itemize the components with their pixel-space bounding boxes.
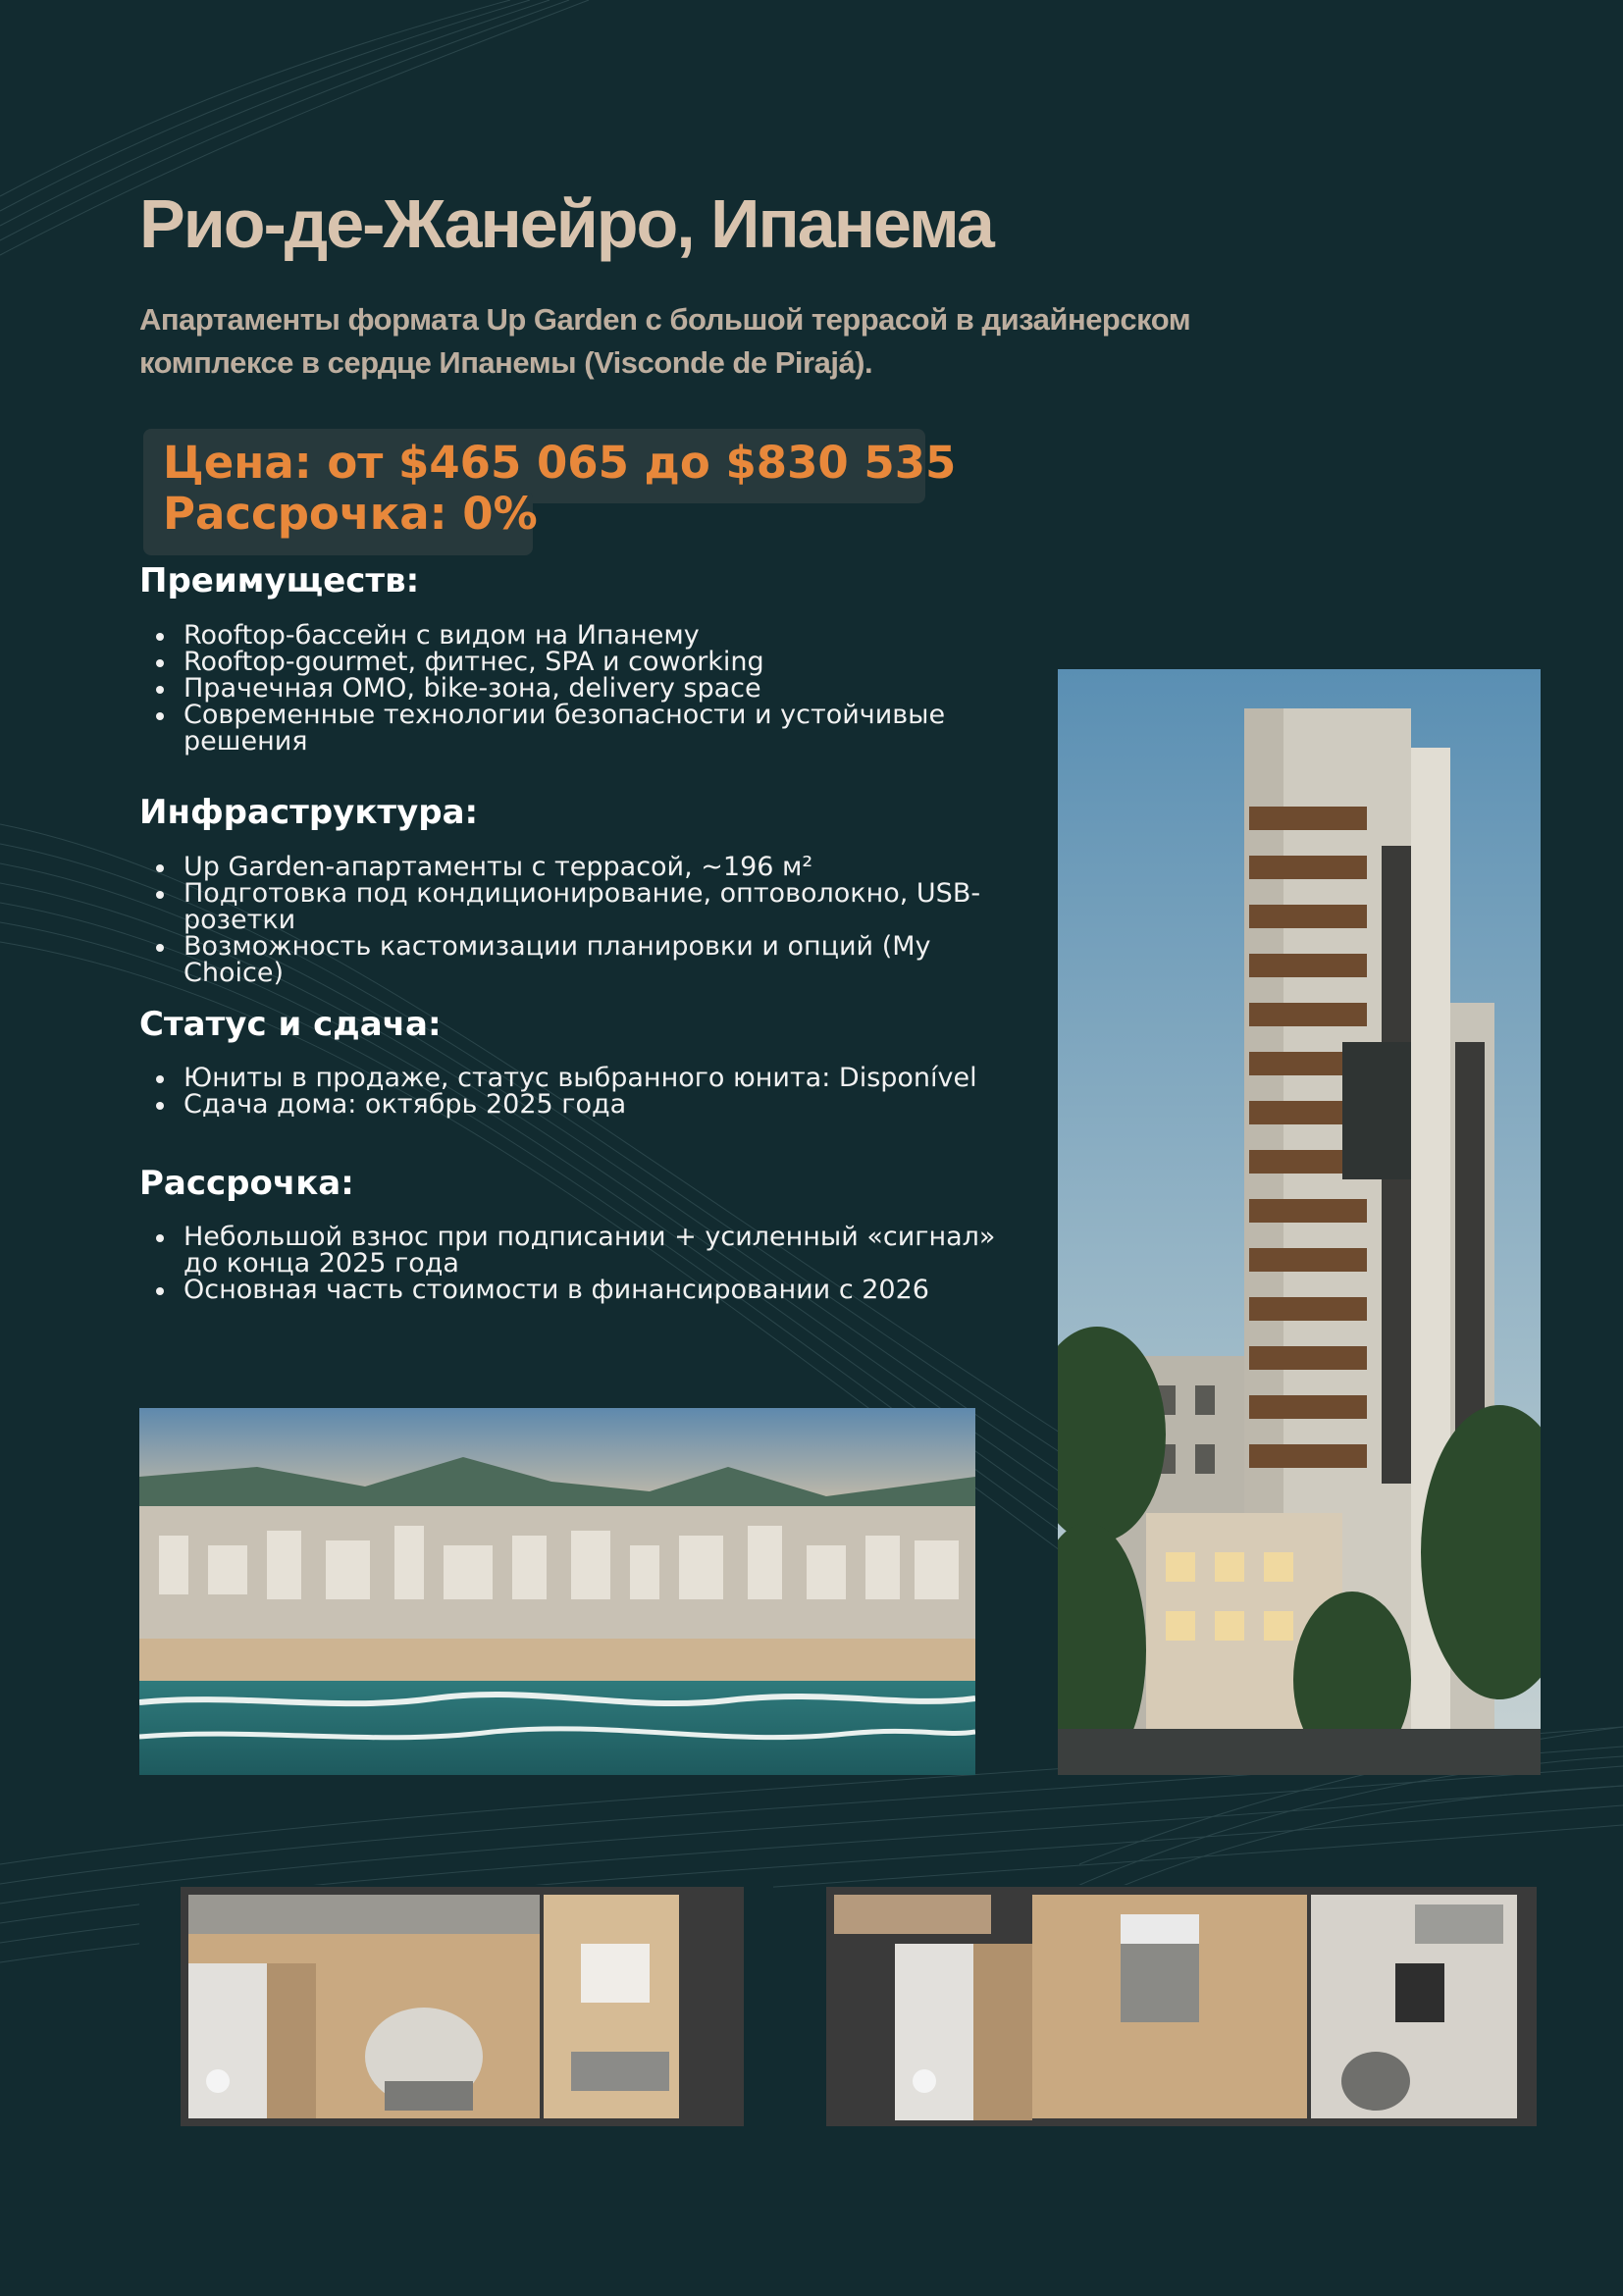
list-item: Подготовка под кондиционирование, оптоволокно, USB-розетки [183, 880, 1027, 933]
payment-title: Рассрочка: [139, 1164, 354, 1203]
list-item: Up Garden-апартаменты с террасой, ~196 м² [183, 854, 1027, 880]
advantages-title: Преимуществ: [139, 561, 420, 600]
infrastructure-list [139, 854, 1027, 986]
price-installment: Рассрочка: 0% [163, 488, 538, 540]
list-item: Небольшой взнос при подписании + усиленный «сигнал» до конца 2025 года [183, 1224, 1027, 1277]
payment-list [139, 1224, 1027, 1303]
price-block [163, 438, 956, 540]
list-item: Сдача дома: октябрь 2025 года [183, 1091, 1086, 1118]
status-title: Статус и сдача: [139, 1005, 442, 1044]
infrastructure-title: Инфраструктура: [139, 793, 479, 832]
price-range: Цена: от $465 065 до $830 535 [163, 437, 957, 489]
floor-plan-image-2 [826, 1885, 1537, 2128]
advantages-list [139, 622, 1027, 755]
page-title: Рио-де-Жанейро, Ипанема [139, 185, 993, 262]
floor-plan-image-1 [139, 1885, 773, 2128]
list-item: Юниты в продаже, статус выбранного юнита: Disponível [183, 1065, 1086, 1091]
page-subtitle: Апартаменты формата Up Garden с большой террасой в дизайнерском комплексе в сердце Ипанемы (Visconde de Pirajá). [139, 302, 1191, 380]
list-item: Rooftop-gourmet, фитнес, SPA и coworking [183, 649, 1027, 675]
list-item: Современные технологии безопасности и устойчивые решения [183, 702, 1027, 755]
list-item: Возможность кастомизации планировки и опций (My Choice) [183, 933, 1027, 986]
status-list [139, 1065, 1086, 1118]
building-tower-image [1058, 669, 1541, 1775]
list-item: Прачечная OMO, bike-зона, delivery space [183, 675, 1027, 702]
ipanema-beach-image [139, 1408, 975, 1775]
list-item: Основная часть стоимости в финансировании с 2026 [183, 1277, 1027, 1303]
list-item: Rooftop-бассейн с видом на Ипанему [183, 622, 1027, 649]
